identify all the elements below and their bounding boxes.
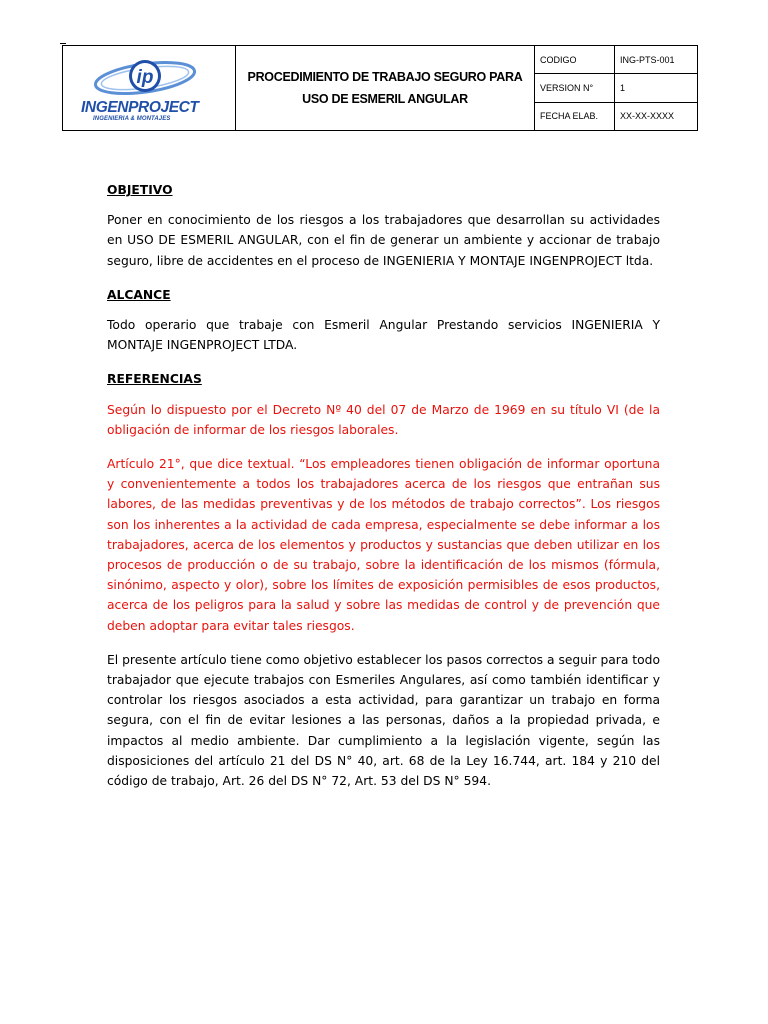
meta-row-fecha bbox=[535, 103, 697, 130]
document-title-line-2: USO DE ESMERIL ANGULAR bbox=[302, 92, 468, 106]
referencias-purpose-paragraph: El presente artículo tiene como objetivo establecer los pasos correctos a seguir para todo trabajador que ejecute trabajos con Esmeriles Angulares, así como también identificar y controlar los riesgos asociados a esta actividad, para garantizar un trabajo en forma segura, con el fin de evitar lesiones a las personas, daños a la propiedad privada, e impactos al medio ambiente. Dar cumplimiento a la legislación vigente, según las disposiciones del artículo 21 del DS N° 40, art. 68 de la Ley 16.744, art. 184 y 210 del código de trabajo, Art. 26 del DS N° 72, Art. 53 del DS N° 594. bbox=[107, 652, 660, 789]
objetivo-heading: OBJETIVO bbox=[107, 183, 173, 197]
objetivo-paragraph: Poner en conocimiento de los riesgos a los trabajadores que desarrollan su actividades en USO DE ESMERIL ANGULAR, con el fin de generar un ambiente y accionar de trabajo seguro, libre de accidentes en el proceso de INGENIERIA Y MONTAJE INGENPROJECT ltda. bbox=[107, 213, 660, 268]
logo-cell bbox=[63, 46, 236, 130]
logo-company-subtitle: INGENIERIA & MONTAJES bbox=[93, 116, 171, 122]
header-corner-mark bbox=[60, 43, 66, 44]
alcance-paragraph: Todo operario que trabaje con Esmeril Angular Prestando servicios INGENIERIA Y MONTAJE INGENPROJECT LTDA. bbox=[107, 318, 660, 353]
document-title bbox=[236, 46, 535, 130]
referencias-article-paragraph: Artículo 21°, que dice textual. “Los empleadores tienen obligación de informar oportuna y convenientemente a todos los trabajadores acerca de los riesgos que entrañan sus labores, de las medidas preventivas y de los métodos de trabajo correctos”. Los riesgos son los inherentes a la actividad de cada empresa, especialmente se debe informar a los trabajadores, acerca de los elementos y productos y sustancias que deben utilizar en los procesos de producción o de su trabajo, sobre la identificación de los mismos (fórmula, sinónimo, aspecto y olor), sobre los límites de exposición permisibles de esos productos, acerca de los peligros para la salud y sobre las medidas de control y de prevención que deben adoptar para evitar tales riesgos. bbox=[107, 457, 660, 633]
svg-text:ip: ip bbox=[136, 67, 154, 88]
meta-value: XX-XX-XXXX bbox=[620, 111, 675, 122]
logo-company-name: INGENPROJECT bbox=[81, 99, 199, 116]
meta-value: ING-PTS-001 bbox=[620, 54, 675, 65]
document-header-table bbox=[62, 45, 698, 131]
meta-label: CODIGO bbox=[535, 46, 615, 73]
referencias-heading: REFERENCIAS bbox=[107, 372, 202, 387]
document-body bbox=[107, 180, 660, 805]
meta-label: VERSION N° bbox=[535, 74, 615, 101]
document-title-line-1: PROCEDIMIENTO DE TRABAJO SEGURO PARA bbox=[247, 70, 523, 84]
referencias-decree-paragraph: Según lo dispuesto por el Decreto Nº 40 del 07 de Marzo de 1969 en su título VI (de la obligación de informar de los riesgos laborales. bbox=[107, 402, 660, 437]
document-meta-table bbox=[535, 46, 697, 130]
meta-value: 1 bbox=[620, 82, 626, 93]
meta-label: FECHA ELAB. bbox=[535, 103, 615, 130]
meta-row-codigo bbox=[535, 46, 697, 74]
ingenproject-logo-icon bbox=[81, 54, 221, 104]
meta-row-version bbox=[535, 74, 697, 102]
alcance-heading: ALCANCE bbox=[107, 287, 171, 302]
